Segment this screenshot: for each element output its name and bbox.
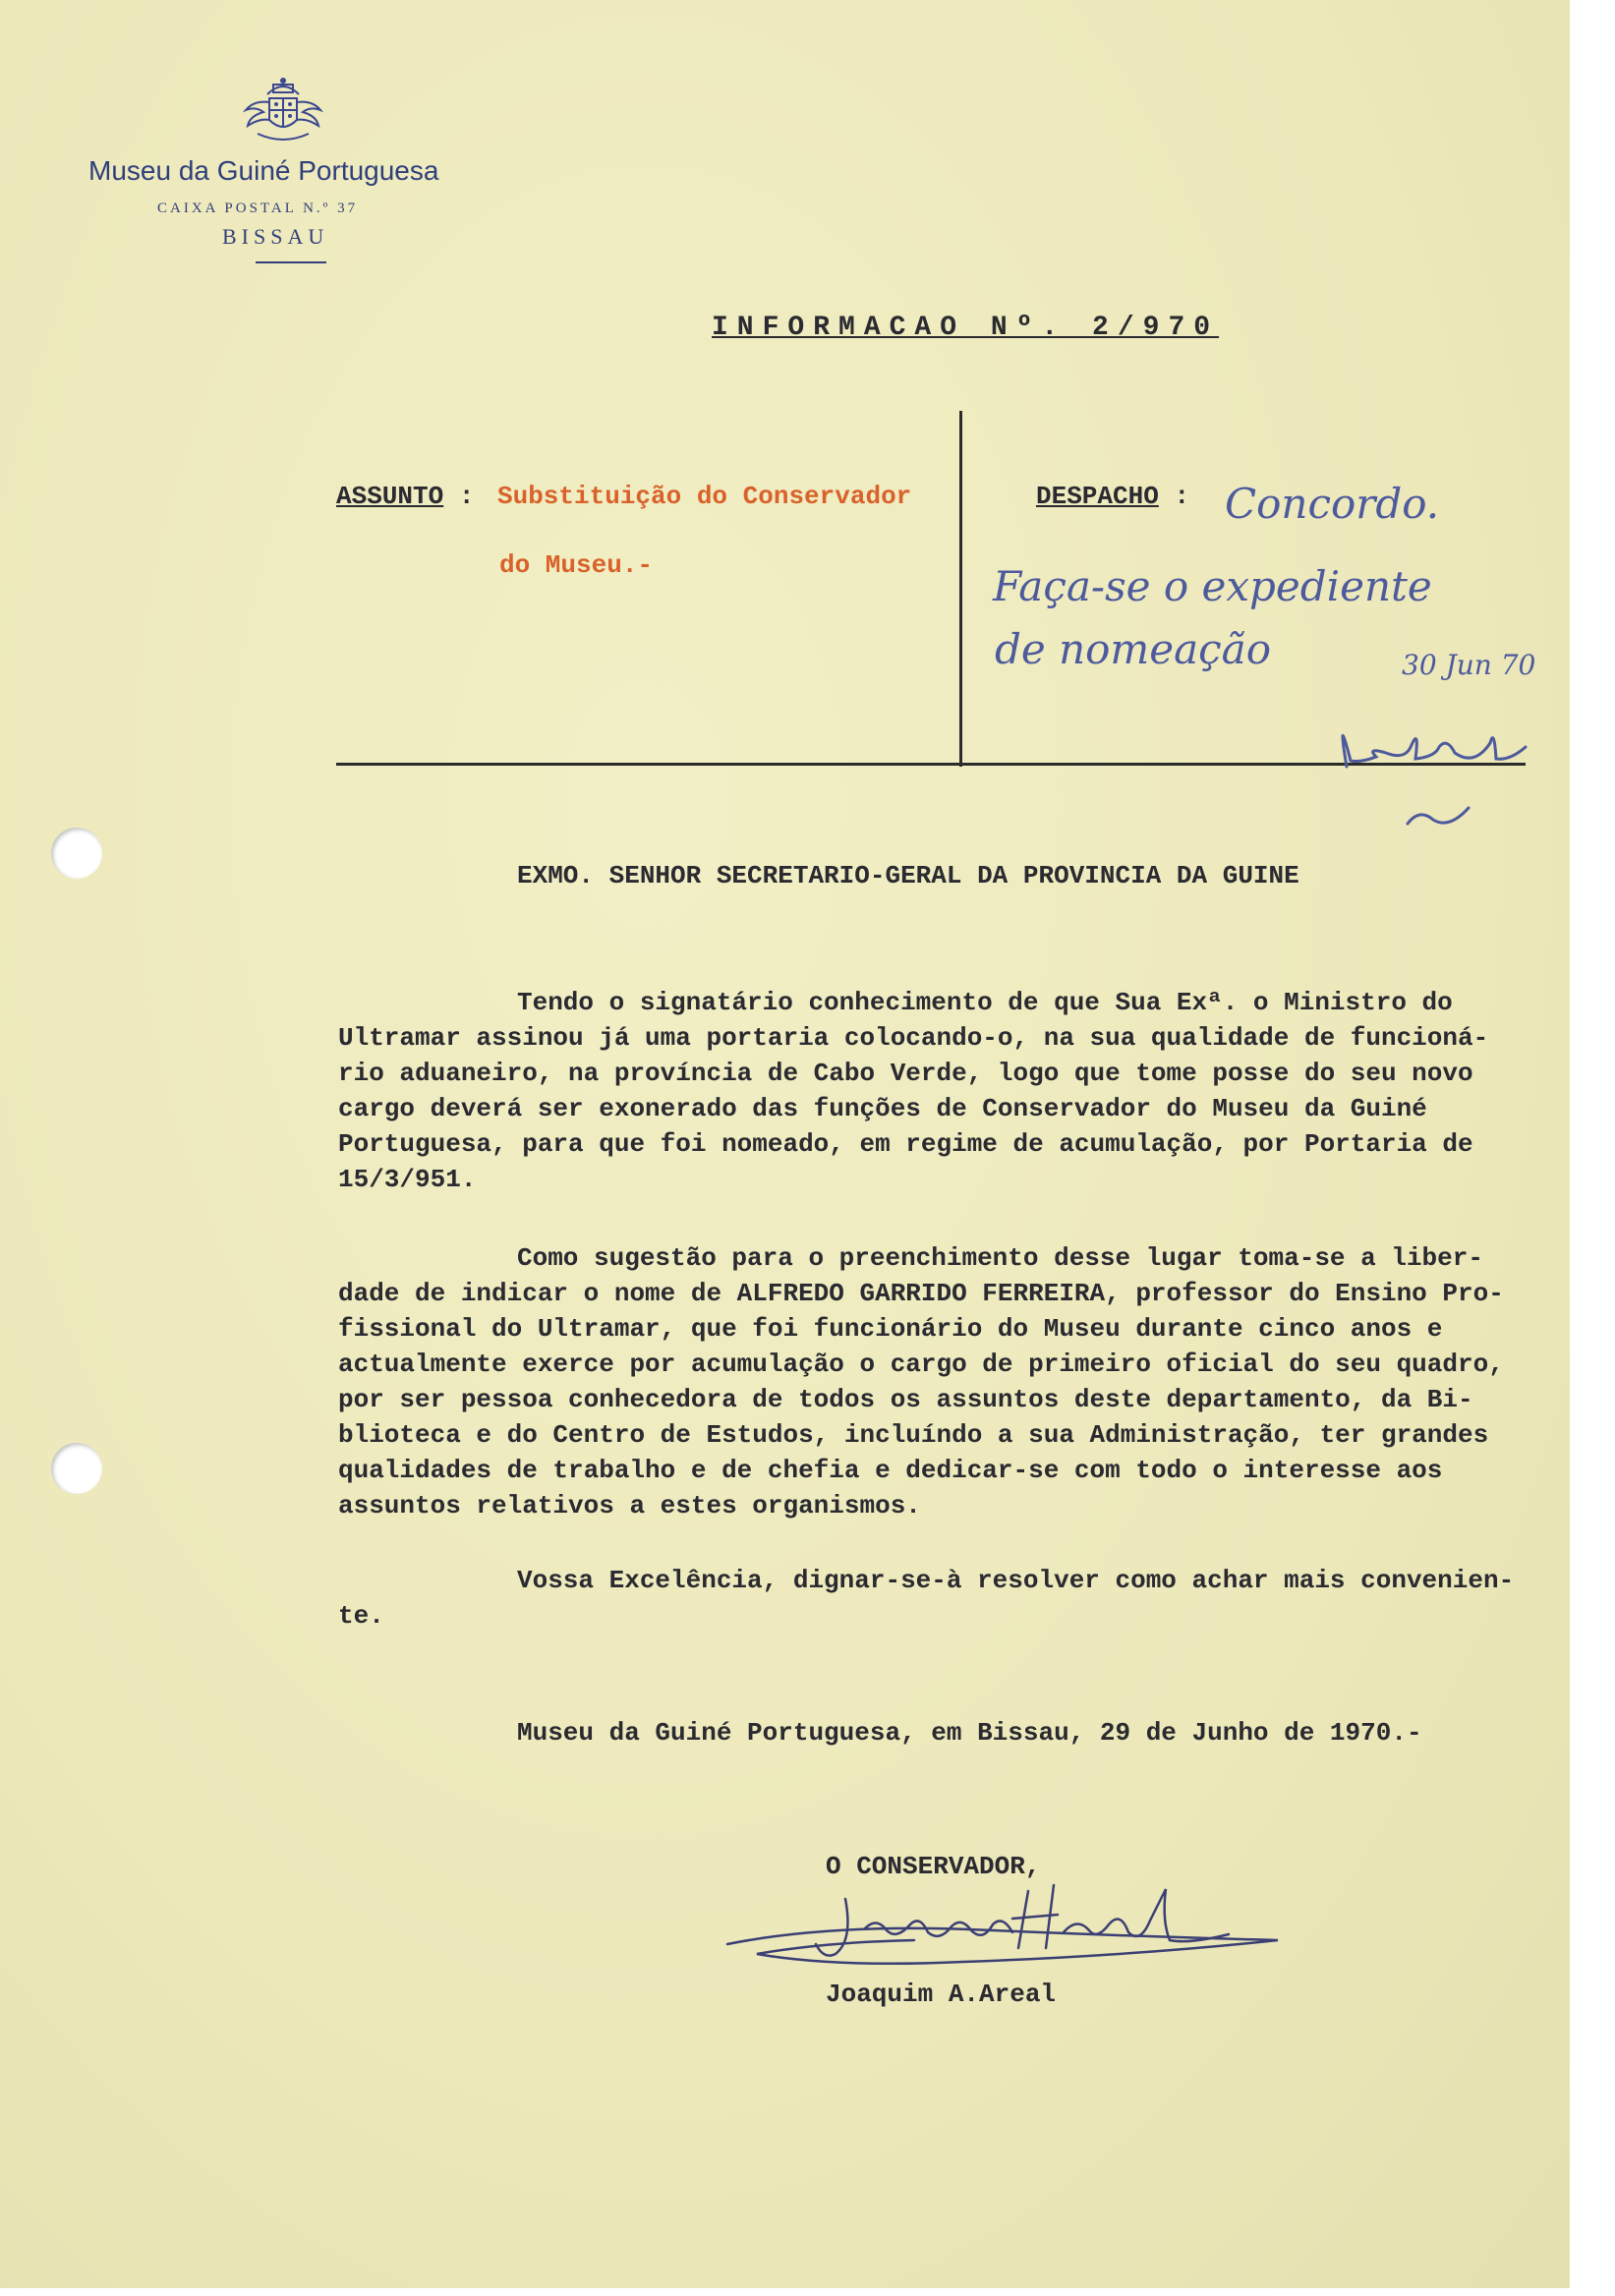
body-paragraph-3 — [338, 1563, 1543, 1634]
institution-name: Museu da Guiné Portuguesa — [88, 155, 439, 186]
dispatch-note-line-3: de nomeação — [995, 625, 1271, 673]
body-line: Como sugestão para o preenchimento desse lugar toma-se a liber- — [517, 1243, 1483, 1273]
body-line: 15/3/951. — [338, 1165, 477, 1194]
signer-title: O CONSERVADOR, — [826, 1852, 1041, 1881]
punch-hole-top — [51, 828, 102, 879]
signer-signature — [718, 1871, 1288, 1980]
body-line: fissional do Ultramar, que foi funcionário do Museu durante cinco anos e — [338, 1314, 1443, 1344]
coat-of-arms-icon — [238, 77, 328, 147]
addressee: EXMO. SENHOR SECRETARIO-GERAL DA PROVINCIA DA GUINE — [517, 861, 1299, 890]
body-line: por ser pessoa conhecedora de todos os assuntos deste departamento, da Bi- — [338, 1385, 1473, 1414]
institution-city: BISSAU — [222, 224, 329, 249]
scan-margin-bottom — [0, 2288, 1615, 2296]
body-line: te. — [338, 1601, 384, 1631]
subject-label: ASSUNTO : — [336, 482, 475, 511]
body-line: dade de indicar o nome de ALFREDO GARRIDO FERREIRA, professor do Ensino Pro- — [338, 1279, 1504, 1308]
subject-line-2: do Museu.- — [499, 550, 654, 580]
body-line: rio aduaneiro, na província de Cabo Verde, logo que tome posse do seu novo — [338, 1059, 1473, 1088]
body-paragraph-1 — [338, 985, 1543, 1197]
place-and-date: Museu da Guiné Portuguesa, em Bissau, 29 de Junho de 1970.- — [517, 1718, 1422, 1748]
signer-name: Joaquim A.Areal — [826, 1980, 1057, 2009]
document-title: INFORMACAO Nº. 2/970 — [712, 313, 1220, 343]
dispatch-note-line-1: Concordo. — [1225, 480, 1440, 528]
body-line: assuntos relativos a estes organismos. — [338, 1491, 921, 1521]
body-line: blioteca e do Centro de Estudos, incluíndo a sua Administração, ter grandes — [338, 1420, 1489, 1450]
body-line: Ultramar assinou já uma portaria colocando-o, na sua qualidade de funcioná- — [338, 1023, 1489, 1053]
body-line: cargo deverá ser exonerado das funções de Conservador do Museu da Guiné — [338, 1094, 1427, 1123]
body-line: qualidades de trabalho e de chefia e dedicar-se com todo o interesse aos — [338, 1456, 1443, 1485]
dispatch-note-date: 30 Jun 70 — [1402, 649, 1536, 681]
punch-hole-bottom — [51, 1443, 102, 1494]
body-line: Tendo o signatário conhecimento de que Sua Exª. o Ministro do — [517, 988, 1453, 1017]
dispatch-label: DESPACHO : — [1036, 482, 1190, 511]
body-paragraph-2 — [338, 1240, 1543, 1523]
body-line: actualmente exerce por acumulação o cargo de primeiro oficial do seu quadro, — [338, 1349, 1504, 1379]
frame-divider-vertical — [959, 411, 962, 767]
subject-line-1: Substituição do Conservador — [497, 482, 912, 511]
dispatch-signature — [1317, 688, 1543, 835]
dispatch-note-line-2: Faça-se o expediente — [993, 562, 1432, 610]
city-underline — [256, 261, 326, 263]
body-line: Vossa Excelência, dignar-se-à resolver como achar mais convenien- — [517, 1566, 1515, 1595]
scan-margin-right — [1570, 0, 1615, 2296]
postal-box: CAIXA POSTAL N.º 37 — [157, 201, 359, 216]
body-line: Portuguesa, para que foi nomeado, em regime de acumulação, por Portaria de — [338, 1129, 1473, 1159]
